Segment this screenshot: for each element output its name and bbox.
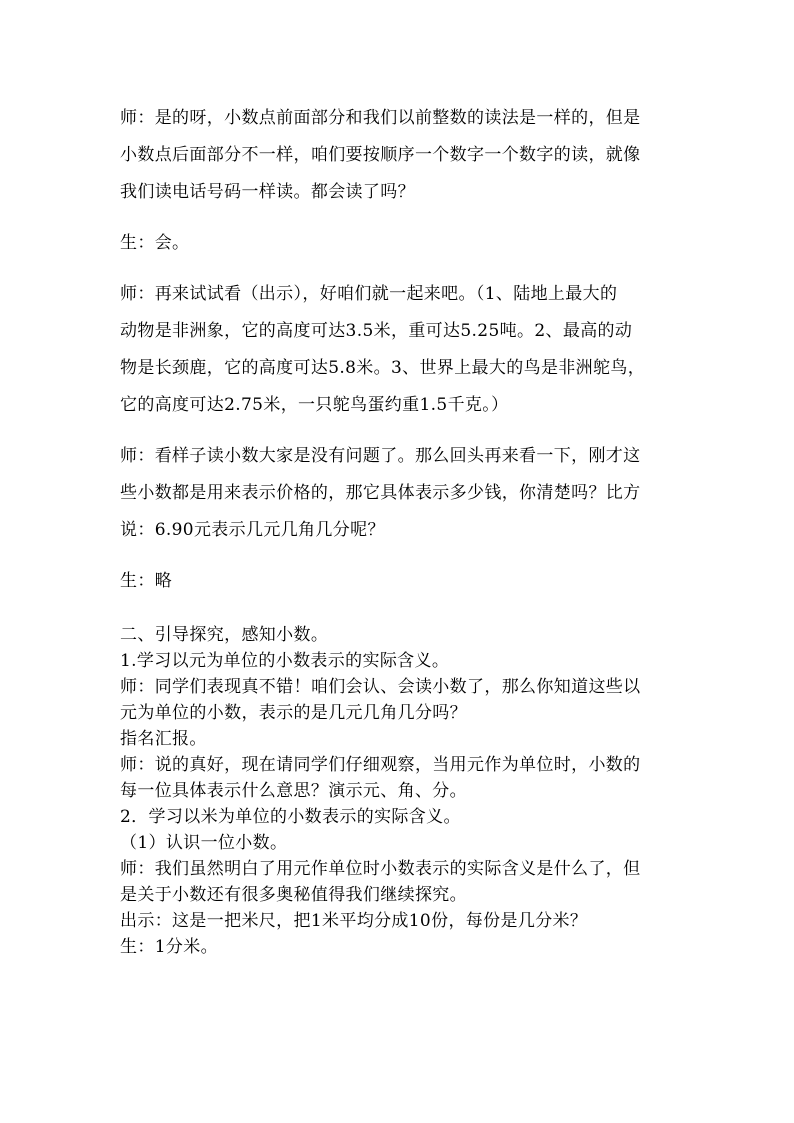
text-line: 生：略 (120, 571, 173, 591)
subsection-heading-meter (120, 804, 680, 830)
text-line: 生：1分米。 (120, 937, 218, 957)
text-line: 是关于小数还有很多奥秘值得我们继续探究。 (120, 885, 467, 905)
text-line: 些小数都是用来表示价格的，那它具体表示多少钱，你清楚吗？比方 (120, 483, 641, 503)
text-line: （1）认识一位小数。 (120, 833, 288, 853)
text-line: 师：同学们表现真不错！咱们会认、会读小数了，那么你知道这些以 (120, 677, 641, 697)
teacher-paragraph-reading (120, 100, 680, 211)
text-line: 师：我们虽然明白了用元作单位时小数表示的实际含义是什么了，但 (120, 859, 641, 879)
sub-item-one-decimal (120, 830, 680, 856)
subsection-heading-yuan (120, 648, 680, 674)
text-line: 师：是的呀，小数点前面部分和我们以前整数的读法是一样的，但是 (120, 108, 641, 128)
teacher-paragraph-examples (120, 276, 680, 424)
text-line: 说：6.90元表示几元几角几分呢？ (120, 520, 385, 540)
report-line (120, 726, 680, 752)
text-line: 我们读电话号码一样读。都会读了吗？ (120, 182, 415, 202)
text-line: 二、引导探究，感知小数。 (120, 625, 329, 645)
section-heading (120, 622, 680, 648)
text-line: 2．学习以米为单位的小数表示的实际含义。 (120, 807, 461, 827)
text-line: 每一位具体表示什么意思？演示元、角、分。 (120, 781, 467, 801)
text-line: 元为单位的小数，表示的是几元几角几分吗？ (120, 703, 467, 723)
text-line: 物是长颈鹿，它的高度可达5.8米。3、世界上最大的鸟是非洲鸵鸟， (120, 358, 646, 378)
text-line: 生：会。 (120, 233, 190, 253)
text-line: 师：再来试试看（出示），好咱们就一起来吧。（1、陆地上最大的 (120, 284, 618, 304)
student-answer-decimeter (120, 934, 680, 960)
exploration-section (120, 622, 680, 960)
teacher-paragraph-explore (120, 856, 680, 908)
text-line: 1.学习以元为单位的小数表示的实际含义。 (120, 651, 450, 671)
student-paragraph-brief (120, 563, 680, 600)
text-line: 它的高度可达2.75米，一只鸵鸟蛋约重1.5千克。） (120, 395, 509, 415)
display-ruler-line (120, 908, 680, 934)
text-line: 指名汇报。 (120, 729, 207, 749)
teacher-paragraph-observe (120, 752, 680, 804)
text-line: 小数点后面部分不一样，咱们要按顺序一个数字一个数字的读，就像 (120, 145, 641, 165)
text-line: 师：说的真好，现在请同学们仔细观察，当用元作为单位时，小数的 (120, 755, 641, 775)
text-line: 出示：这是一把米尺，把1米平均分成10份，每份是几分米？ (120, 911, 588, 931)
teacher-paragraph-price (120, 438, 680, 549)
dialogue-section (120, 100, 680, 614)
text-line: 动物是非洲象，它的高度可达3.5米，重可达5.25吨。2、最高的动 (120, 321, 633, 341)
teacher-paragraph-praise (120, 674, 680, 726)
text-line: 师：看样子读小数大家是没有问题了。那么回头再来看一下，刚才这 (120, 446, 641, 466)
student-paragraph-answer (120, 225, 680, 262)
